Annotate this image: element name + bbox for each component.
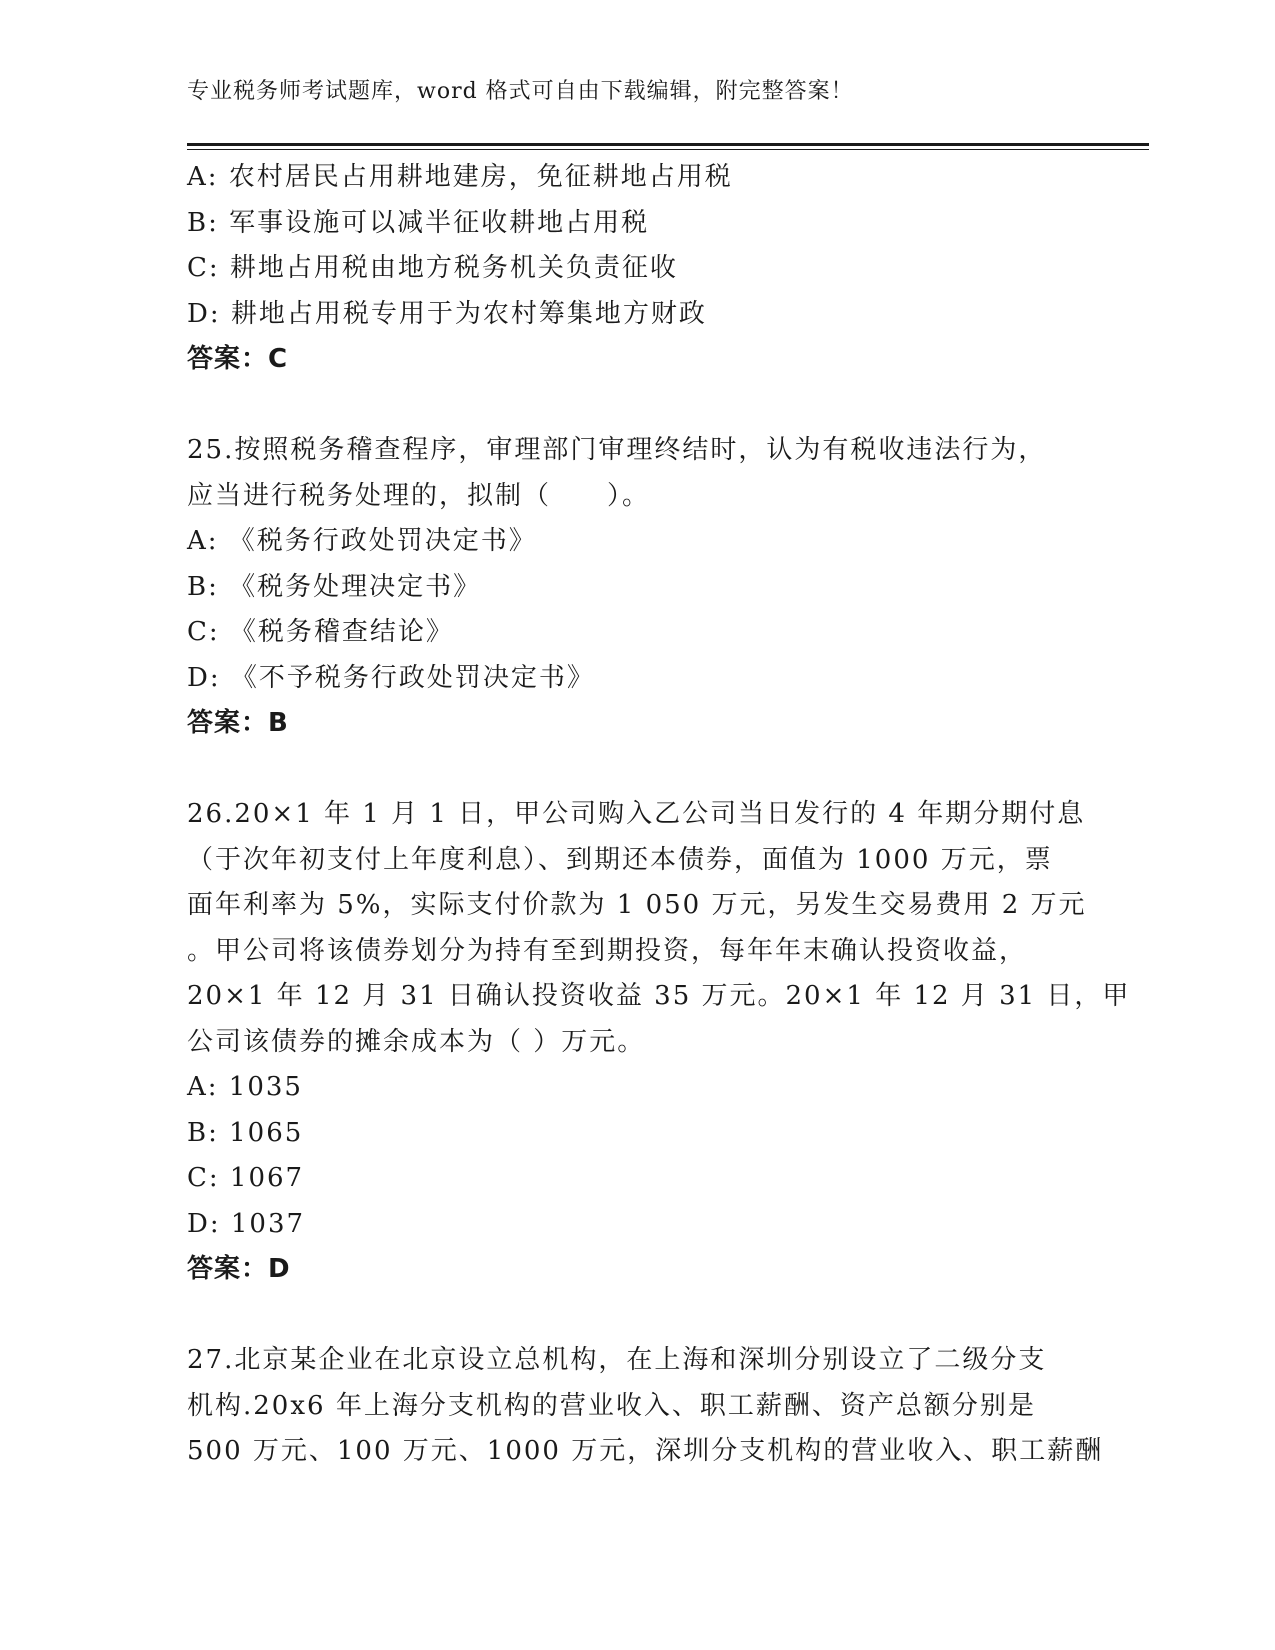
header-rule-thick — [187, 143, 1149, 146]
q25-stem-line-1: 25.按照税务稽查程序，审理部门审理终结时，认为有税收违法行为， — [187, 435, 1047, 465]
q27-stem-line-2: 机构.20x6 年上海分支机构的营业收入、职工薪酬、资产总额分别是 — [187, 1390, 1036, 1421]
q26-stem-line-4: 。甲公司将该债券划分为持有至到期投资，每年年末确认投资收益， — [187, 935, 1028, 966]
question-content — [187, 155, 1131, 1475]
q26-stem-line-5: 20×1 年 12 月 31 日确认投资收益 35 万元。20×1 年 12 月 31 日，甲 — [187, 981, 1131, 1011]
q24-option-d: D: 耕地占用税专用于为农村筹集地方财政 — [187, 298, 707, 329]
q26-answer: 答案：D — [187, 1254, 291, 1284]
q26-option-c: C: 1067 — [187, 1163, 305, 1193]
header-rule-thin — [187, 149, 1149, 150]
q24-option-b: B: 军事设施可以减半征收耕地占用税 — [187, 207, 650, 238]
q26-stem-line-3: 面年利率为 5%，实际支付价款为 1 050 万元，另发生交易费用 2 万元 — [187, 890, 1087, 920]
spacer — [187, 383, 1087, 429]
q25-option-b: B: 《税务处理决定书》 — [187, 571, 482, 602]
q24-option-c: C: 耕地占用税由地方税务机关负责征收 — [187, 253, 678, 283]
q26-stem-line-6: 公司该债券的摊余成本为（ ）万元。 — [187, 1026, 646, 1057]
q26-stem-line-1: 26.20×1 年 1 月 1 日，甲公司购入乙公司当日发行的 4 年期分期付息 — [187, 799, 1086, 829]
q26-stem-line-2: （于次年初支付上年度利息）、到期还本债券，面值为 1000 万元，票 — [187, 844, 1053, 875]
q24-answer: 答案：C — [187, 344, 289, 374]
page-header-note: 专业税务师考试题库，word 格式可自由下载编辑，附完整答案！ — [187, 79, 854, 104]
q24-option-a: A: 农村居民占用耕地建房，免征耕地占用税 — [187, 162, 733, 192]
q25-option-d: D: 《不予税务行政处罚决定书》 — [187, 662, 595, 693]
q27-stem-line-1: 27.北京某企业在北京设立总机构，在上海和深圳分别设立了二级分支 — [187, 1345, 1047, 1375]
question-26-block — [187, 792, 1131, 1293]
q26-option-d: D: 1037 — [187, 1208, 306, 1239]
spacer — [187, 1293, 1087, 1339]
q26-option-b: B: 1065 — [187, 1117, 304, 1148]
q25-option-c: C: 《税务稽查结论》 — [187, 617, 454, 647]
question-27-block — [187, 1338, 1104, 1475]
q26-option-a: A: 1035 — [187, 1072, 303, 1102]
q25-stem-line-2: 应当进行税务处理的，拟制（ ）。 — [187, 480, 651, 511]
question-25-block — [187, 428, 1087, 747]
question-24-block — [187, 155, 1087, 383]
q25-option-a: A: 《税务行政处罚决定书》 — [187, 526, 537, 556]
q25-answer: 答案：B — [187, 708, 289, 738]
spacer — [187, 747, 1087, 793]
q27-stem-line-3: 500 万元、100 万元、1000 万元，深圳分支机构的营业收入、职工薪酬 — [187, 1436, 1104, 1466]
